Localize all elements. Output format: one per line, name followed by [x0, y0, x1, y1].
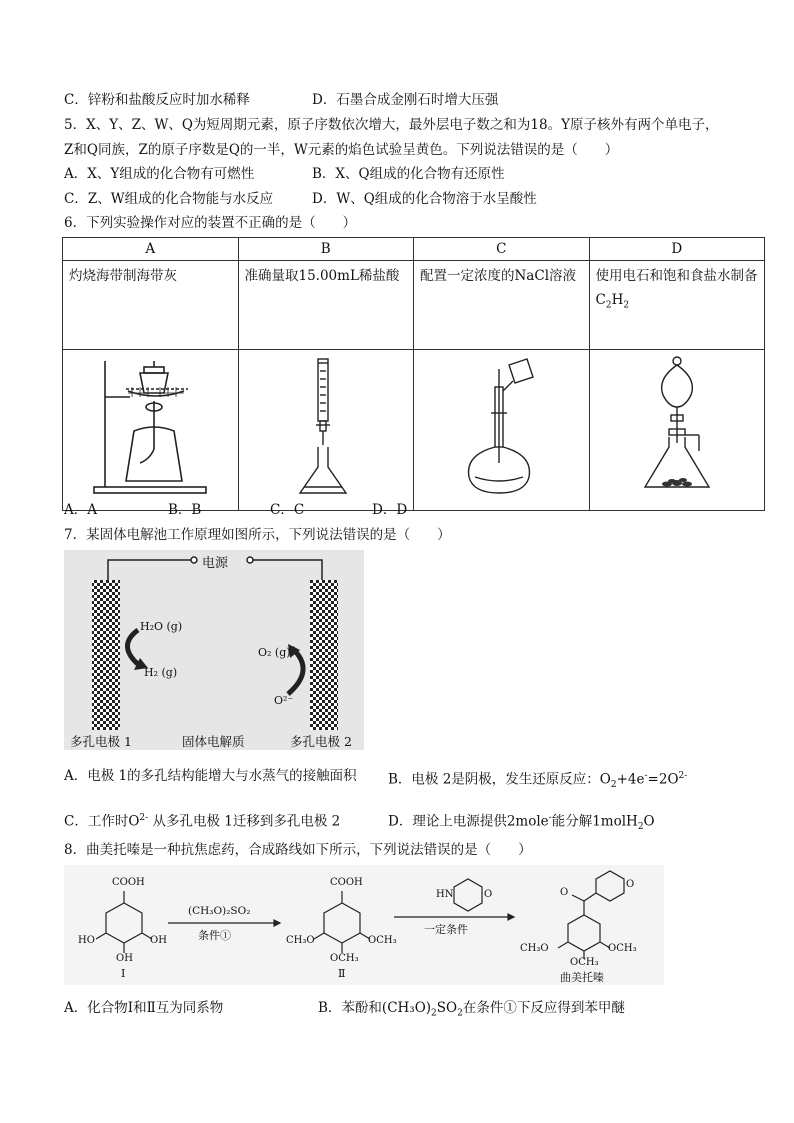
q6-answer-c: C．C [270, 502, 305, 518]
o-ring-label: O [484, 889, 493, 900]
gas-generator-icon [597, 351, 757, 501]
porous-electrode-1 [92, 580, 120, 730]
q4-option-d: D．石墨合成金刚石时增大压强 [312, 92, 499, 108]
q6-cell-a: 灼烧海带制海带灰 [63, 261, 239, 350]
terminal-right-icon [247, 557, 253, 563]
q6-figure-a [63, 350, 239, 511]
o2-label: O₂ (g) [258, 646, 291, 659]
q6-answer-b: B．B [168, 502, 202, 518]
q6-figure-c [414, 350, 590, 511]
curved-arrow-left-icon [127, 630, 140, 666]
q6-cell-c: 配置一定浓度的NaCl溶液 [414, 261, 590, 350]
q8-stem: 8．曲美托嗪是一种抗焦虑药，合成路线如下所示，下列说法错误的是（ ） [64, 842, 532, 858]
och3-label-right-2: OCH₃ [608, 943, 637, 954]
morpholine-reagent-icon [454, 879, 482, 911]
solid-electrolyte-label: 固体电解质 [182, 734, 245, 749]
o2-ion-label: O²⁻ [274, 694, 294, 707]
q8-option-b: B．苯酚和$(CH_3O)_2SO_2$在条件①下反应得到苯甲醚 [318, 1000, 625, 1019]
q6-options-table [62, 237, 765, 511]
q7-option-a: A．电极 1的多孔结构能增大与水蒸气的接触面积 [64, 768, 357, 784]
q6-header-a: A [63, 238, 239, 261]
cooh-label-1: COOH [112, 877, 145, 888]
och3-label-left-2: CH₃O [520, 943, 549, 954]
oh-label-right: OH [150, 935, 167, 946]
q6-header-d: D [589, 238, 765, 261]
reagent-label: (CH₃O)₂SO₂ [188, 905, 251, 917]
morpholine-ring-icon [596, 871, 624, 901]
h2o-label: H₂O (g) [140, 620, 183, 633]
q6-figure-d [589, 350, 765, 511]
electrode-1-label: 多孔电极 1 [70, 734, 132, 749]
volumetric-flask-icon [421, 351, 581, 501]
hn-label: HN [436, 889, 454, 900]
oh-label-bottom: OH [116, 953, 133, 964]
electrode-2-label: 多孔电极 2 [290, 734, 352, 749]
ho-label-left: HO [78, 935, 95, 946]
och3-label-bottom: OCH₃ [330, 953, 359, 964]
burette-flask-icon [246, 351, 406, 501]
product-name-label: 曲美托嗪 [560, 971, 604, 984]
morpholine-o-label: O [626, 879, 635, 890]
q7-stem: 7．某固体电解池工作原理如图所示，下列说法错误的是（ ） [64, 527, 451, 543]
porous-electrode-2 [310, 580, 338, 730]
compound-ii-label: Ⅱ [338, 967, 346, 980]
q6-answer-a: A．A [64, 502, 97, 518]
q8-option-a: A．化合物I和Ⅱ互为同系物 [64, 1000, 224, 1016]
benzene-ring-1-icon [106, 903, 142, 943]
och3-label-left: CH₃O [286, 935, 315, 946]
q5-option-b: B．X、Q组成的化合物有还原性 [312, 166, 505, 182]
cooh-label-2: COOH [330, 877, 363, 888]
q7-option-c: C．工作时$O^{2-}$ 从多孔电极 1迁移到多孔电极 2 [64, 813, 341, 830]
power-source-label: 电源 [202, 556, 229, 571]
carbonyl-o-label: O [560, 887, 569, 898]
q6-cell-b: 准确量取15.00mL稀盐酸 [238, 261, 414, 350]
q6-header-c: C [414, 238, 590, 261]
synthesis-route-figure [64, 865, 664, 985]
q7-option-b: B．电极 2是阴极，发生还原反应：$O_2+4e^-=2O^{2-}$ [388, 771, 688, 791]
benzene-ring-3-icon [568, 915, 600, 951]
q7-option-d: D．理论上电源提供2mole-能分解1molH$_2$O [388, 813, 655, 833]
benzene-ring-2-icon [324, 903, 360, 943]
q5-option-c: C．Z、W组成的化合物能与水反应 [64, 191, 274, 207]
q5-stem-line2: Z和Q同族，Z的原子序数是Q的一半，W元素的焰色试验呈黄色。下列说法错误的是（ ） [64, 142, 619, 158]
terminal-left-icon [191, 557, 197, 563]
q4-option-c: C．锌粉和盐酸反应时加水稀释 [64, 92, 250, 108]
q6-answer-d: D．D [372, 502, 408, 518]
q5-stem-line1: 5．X、Y、Z、W、Q为短周期元素，原子序数依次增大，最外层电子数之和为18。Y原子核外有两个单电子， [64, 117, 719, 133]
h2-label: H₂ (g) [144, 666, 178, 679]
q5-option-d: D．W、Q组成的化合物溶于水呈酸性 [312, 191, 537, 207]
crucible-apparatus-icon [70, 351, 230, 501]
q6-figure-b [238, 350, 414, 511]
condition-2-label: 一定条件 [424, 923, 468, 936]
q6-cell-d: 使用电石和饱和食盐水制备$C_2H_2$ [589, 261, 765, 350]
q5-option-a: A．X、Y组成的化合物有可燃性 [64, 166, 255, 182]
electrolysis-figure [64, 550, 364, 750]
condition-1-label: 条件① [198, 929, 231, 942]
och3-label-bottom-2: OCH₃ [570, 957, 599, 968]
compound-i-label: I [121, 967, 126, 980]
q6-header-b: B [238, 238, 414, 261]
och3-label-right: OCH₃ [368, 935, 397, 946]
q6-stem: 6．下列实验操作对应的装置不正确的是（ ） [64, 215, 357, 231]
